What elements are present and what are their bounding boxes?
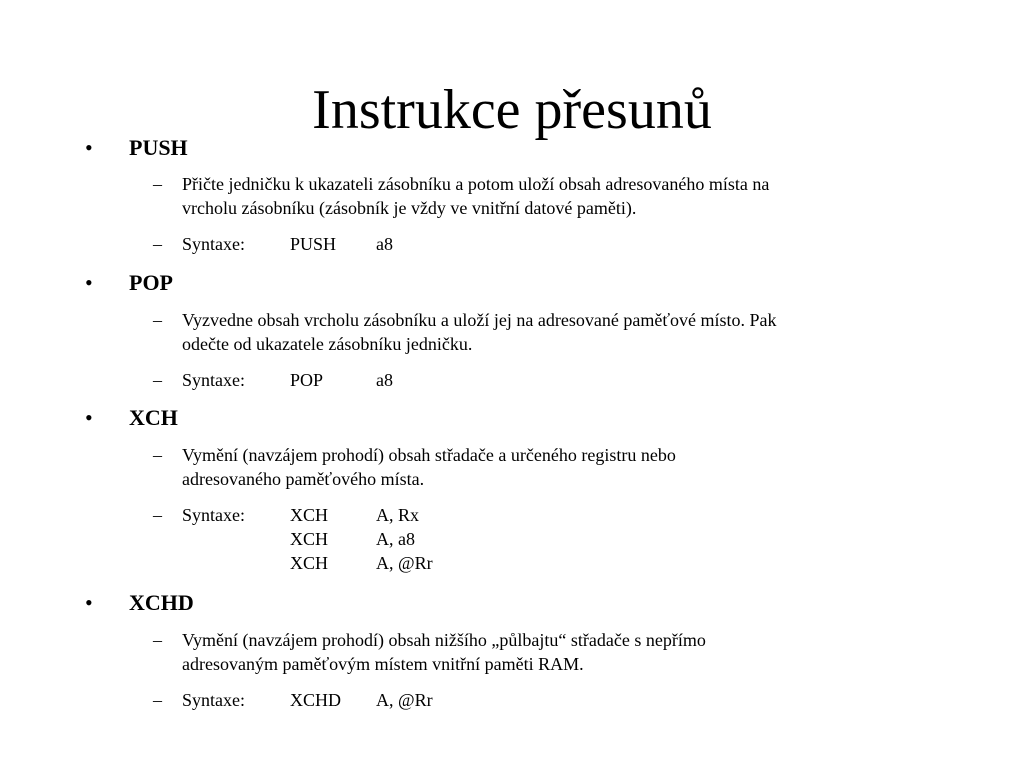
- bullet-label: POP: [129, 270, 173, 295]
- bullet-label: XCH: [129, 405, 178, 430]
- syntax-opcode: XCH: [290, 505, 329, 525]
- bullet-icon: •: [85, 405, 93, 430]
- syntax-label: Syntaxe:: [182, 370, 245, 390]
- dash-icon: –: [153, 630, 162, 650]
- dash-icon: –: [153, 445, 162, 465]
- syntax-opcode: PUSH: [290, 234, 337, 254]
- syntax-operand: a8: [376, 234, 393, 254]
- syntax-label: Syntaxe:: [182, 505, 245, 525]
- bullet-icon: •: [85, 135, 93, 160]
- bullet-icon: •: [85, 590, 93, 615]
- description-line: vrcholu zásobníku (zásobník je vždy ve vnitřní datové paměti).: [182, 198, 637, 218]
- syntax-opcode: XCHD: [290, 690, 342, 710]
- description-line: odečte od ukazatele zásobníku jedničku.: [182, 334, 473, 354]
- dash-icon: –: [153, 690, 162, 710]
- slide-title: Instrukce přesunů: [312, 79, 712, 141]
- syntax-label: Syntaxe:: [182, 234, 245, 254]
- bullet-label: XCHD: [129, 590, 194, 615]
- description-line: Vymění (navzájem prohodí) obsah střadače a určeného registru nebo: [182, 445, 676, 465]
- description-line: Přičte jedničku k ukazateli zásobníku a potom uloží obsah adresovaného místa na: [182, 174, 770, 194]
- syntax-operand: A, @Rr: [376, 553, 433, 573]
- description-line: Vyzvedne obsah vrcholu zásobníku a uloží jej na adresované paměťové místo. Pak: [182, 310, 777, 330]
- syntax-operand: a8: [376, 370, 393, 390]
- dash-icon: –: [153, 174, 162, 194]
- description-line: adresovaným paměťovým místem vnitřní paměti RAM.: [182, 654, 584, 674]
- syntax-operand: A, a8: [376, 529, 415, 549]
- syntax-opcode: XCH: [290, 553, 329, 573]
- dash-icon: –: [153, 505, 162, 525]
- bullet-label: PUSH: [129, 135, 188, 160]
- bullet-icon: •: [85, 270, 93, 295]
- syntax-opcode: POP: [290, 370, 324, 390]
- syntax-operand: A, Rx: [376, 505, 420, 525]
- syntax-label: Syntaxe:: [182, 690, 245, 710]
- dash-icon: –: [153, 370, 162, 390]
- dash-icon: –: [153, 310, 162, 330]
- syntax-operand: A, @Rr: [376, 690, 433, 710]
- description-line: Vymění (navzájem prohodí) obsah nižšího „půlbajtu“ střadače s nepřímo: [182, 630, 706, 650]
- dash-icon: –: [153, 234, 162, 254]
- description-line: adresovaného paměťového místa.: [182, 469, 425, 489]
- syntax-opcode: XCH: [290, 529, 329, 549]
